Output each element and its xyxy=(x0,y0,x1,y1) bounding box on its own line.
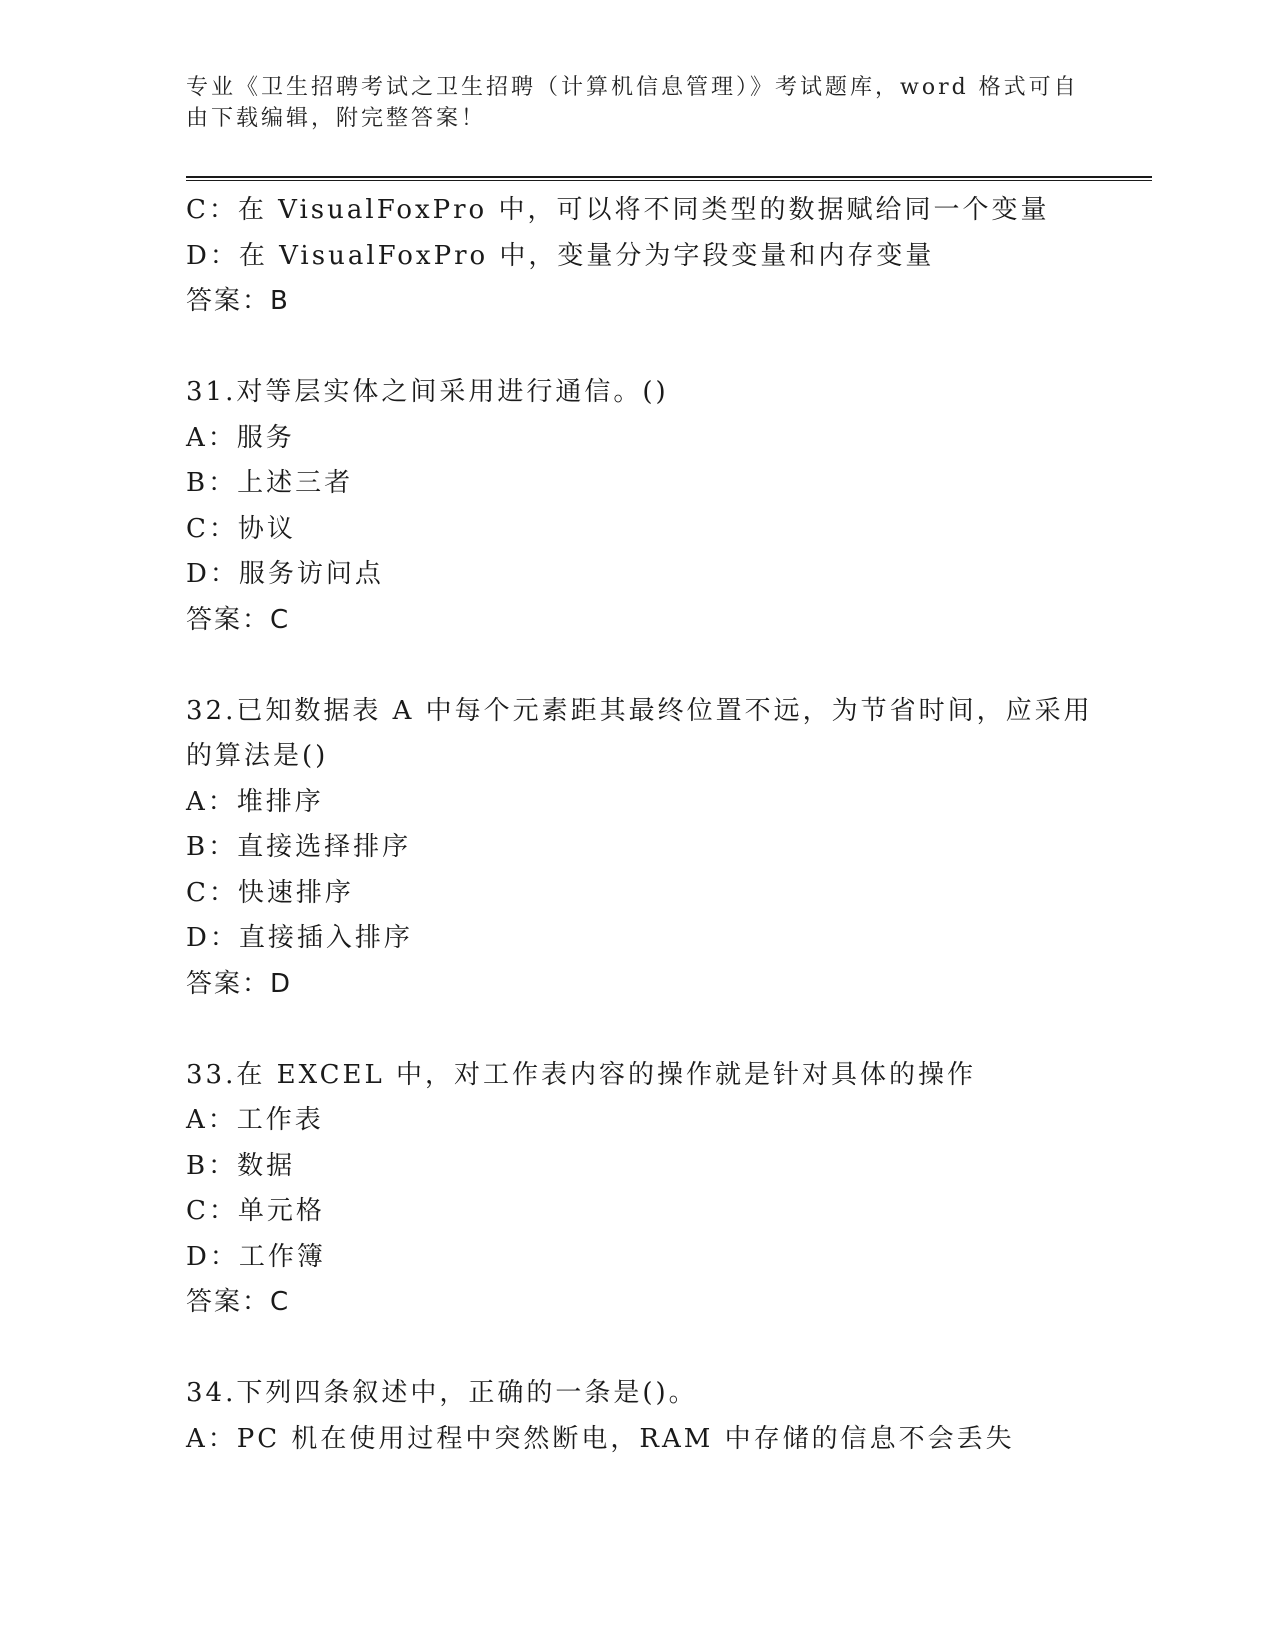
option-d: D：服务访问点 xyxy=(186,559,384,589)
question-title: 32.已知数据表 A 中每个元素距其最终位置不远，为节省时间，应采用 xyxy=(186,695,1093,726)
question-title: 33.在 EXCEL 中，对工作表内容的操作就是针对具体的操作 xyxy=(186,1059,977,1090)
header-divider xyxy=(186,176,1152,181)
question-title: 31.对等层实体之间采用进行通信。() xyxy=(186,377,669,407)
option-c: C：协议 xyxy=(186,513,296,544)
option-a: A：堆排序 xyxy=(186,786,324,817)
option-c: C：单元格 xyxy=(186,1196,325,1226)
option-d: D：工作簿 xyxy=(186,1241,326,1272)
question-31 xyxy=(186,370,1086,643)
option-d: D：在 VisualFoxPro 中，变量分为字段变量和内存变量 xyxy=(186,240,935,271)
option-a: A：PC 机在使用过程中突然断电，RAM 中存储的信息不会丢失 xyxy=(186,1423,1015,1454)
header-line-1: 专业《卫生招聘考试之卫生招聘（计算机信息管理）》考试题库，word 格式可自 xyxy=(186,75,1079,100)
question-30-tail xyxy=(186,188,1086,325)
answer-label: 答案：B xyxy=(186,286,290,316)
spacer xyxy=(186,643,1086,689)
question-34 xyxy=(186,1371,1086,1462)
document-header xyxy=(186,72,1086,134)
option-b: B：上述三者 xyxy=(186,468,354,498)
option-c: C：快速排序 xyxy=(186,877,354,908)
spacer xyxy=(186,1007,1086,1053)
question-32 xyxy=(186,689,1093,1008)
spacer xyxy=(186,1326,1086,1372)
option-b: B：直接选择排序 xyxy=(186,832,412,862)
question-title: 34.下列四条叙述中，正确的一条是()。 xyxy=(186,1378,698,1408)
answer-label: 答案：D xyxy=(186,968,293,999)
question-title-continued: 的算法是() xyxy=(186,741,329,771)
spacer xyxy=(186,325,1086,371)
option-a: A：工作表 xyxy=(186,1105,324,1135)
header-line-2: 由下载编辑，附完整答案！ xyxy=(186,106,487,131)
answer-label: 答案：C xyxy=(186,1287,291,1317)
option-a: A：服务 xyxy=(186,422,295,453)
question-list xyxy=(186,188,1093,1462)
question-33 xyxy=(186,1053,1086,1326)
option-c: C：在 VisualFoxPro 中，可以将不同类型的数据赋给同一个变量 xyxy=(186,195,1050,225)
option-d: D：直接插入排序 xyxy=(186,923,413,953)
answer-label: 答案：C xyxy=(186,604,291,635)
option-b: B：数据 xyxy=(186,1150,296,1181)
